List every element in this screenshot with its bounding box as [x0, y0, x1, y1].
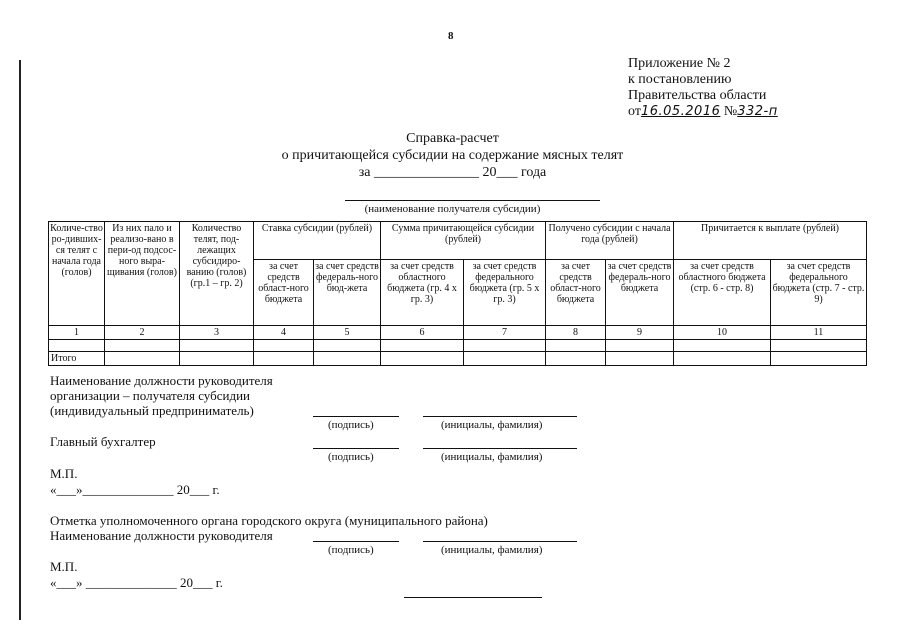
- initials-line: [423, 416, 577, 417]
- col-number: 1: [49, 326, 105, 340]
- empty-cell: [546, 352, 606, 366]
- subheader-col8: за счет средств област-ного бюджета: [546, 260, 606, 326]
- date-line: «___»______________ 20___ г.: [50, 482, 220, 497]
- chief-accountant-label: Главный бухгалтер: [50, 434, 156, 449]
- empty-cell: [546, 340, 606, 352]
- stamp-label: М.П.: [50, 466, 78, 481]
- signature-line: [313, 541, 399, 542]
- header-due: Причитается к выплате (рублей): [674, 222, 867, 260]
- col-number: 6: [381, 326, 464, 340]
- empty-cell: [49, 340, 105, 352]
- empty-cell: [674, 352, 771, 366]
- handwritten-number: 332-п: [737, 104, 778, 119]
- page-number: 8: [448, 30, 454, 42]
- doc-title: Справка-расчет: [406, 131, 499, 146]
- col-number: 4: [254, 326, 314, 340]
- closing-line: [404, 597, 542, 598]
- date-line: «___» ______________ 20___ г.: [50, 575, 223, 590]
- subheader-col11: за счет средств федерального бюджета (стр. 7 - стр. 9): [771, 260, 867, 326]
- col-number: 11: [771, 326, 867, 340]
- col-number: 3: [180, 326, 254, 340]
- signature-caption: (подпись): [328, 544, 374, 556]
- empty-cell: [464, 340, 546, 352]
- empty-cell: [674, 340, 771, 352]
- empty-cell: [606, 340, 674, 352]
- appendix-block: [628, 56, 778, 120]
- header-col2: Из них пало и реализо-вано в пери-од подсос-ного выра-щивания (голов): [105, 222, 180, 326]
- empty-cell: [771, 340, 867, 352]
- appendix-line2: к постановлению: [628, 72, 732, 87]
- head-title-line2: организации – получателя субсидии: [50, 388, 251, 403]
- header-rate: Ставка субсидии (рублей): [254, 222, 381, 260]
- initials-caption: (инициалы, фамилия): [441, 451, 543, 463]
- empty-cell: [254, 340, 314, 352]
- appendix-line1: Приложение № 2: [628, 56, 731, 71]
- subheader-col5: за счет средств федераль-ного бюд-жета: [314, 260, 381, 326]
- empty-cell: [314, 352, 381, 366]
- appendix-line3: Правительства области: [628, 88, 767, 103]
- subheader-col9: за счет средств федераль-ного бюджета: [606, 260, 674, 326]
- subheader-col10: за счет средств областного бюджета (стр. 6 - стр. 8): [674, 260, 771, 326]
- recipient-caption: (наименование получателя субсидии): [364, 203, 541, 215]
- signature-line: [313, 448, 399, 449]
- appendix-date-line: [628, 104, 778, 120]
- header-sum: Сумма причитающейся субсидии (рублей): [381, 222, 546, 260]
- doc-period: за _______________ 20___ года: [358, 165, 547, 180]
- signature-line: [313, 416, 399, 417]
- col-number: 5: [314, 326, 381, 340]
- col-number: 10: [674, 326, 771, 340]
- col-number: 9: [606, 326, 674, 340]
- subheader-col6: за счет средств областного бюджета (гр. 4 х гр. 3): [381, 260, 464, 326]
- subsidy-table: [48, 221, 867, 366]
- handwritten-date: 16.05.2016: [640, 104, 721, 119]
- doc-subtitle: о причитающейся субсидии на содержание мясных телят: [281, 148, 624, 163]
- col-number: 7: [464, 326, 546, 340]
- signature-caption: (подпись): [328, 451, 374, 463]
- authority-note: Отметка уполномоченного органа городского округа (муниципального района): [50, 513, 488, 528]
- empty-cell: [105, 340, 180, 352]
- header-received: Получено субсидии с начала года (рублей): [546, 222, 674, 260]
- empty-cell: [381, 340, 464, 352]
- header-col3: Количество телят, под-лежащих субсидиро-ванию (голов) (гр.1 – гр. 2): [180, 222, 254, 326]
- head-title-line1: Наименование должности руководителя: [50, 373, 273, 388]
- initials-line: [423, 448, 577, 449]
- subheader-col7: за счет средств федерального бюджета (гр. 5 х гр. 3): [464, 260, 546, 326]
- empty-cell: [314, 340, 381, 352]
- head-title-line3: (индивидуальный предприниматель): [50, 403, 254, 418]
- header-col1: Количе-ство ро-дивших-ся телят с начала года (голов): [49, 222, 105, 326]
- signature-caption: (подпись): [328, 419, 374, 431]
- empty-cell: [254, 352, 314, 366]
- col-number: 2: [105, 326, 180, 340]
- empty-cell: [606, 352, 674, 366]
- col-number: 8: [546, 326, 606, 340]
- initials-caption: (инициалы, фамилия): [441, 419, 543, 431]
- initials-caption: (инициалы, фамилия): [441, 544, 543, 556]
- empty-cell: [105, 352, 180, 366]
- empty-cell: [180, 340, 254, 352]
- authority-head-title: Наименование должности руководителя: [50, 528, 273, 543]
- empty-cell: [381, 352, 464, 366]
- recipient-line: [345, 200, 600, 201]
- number-prefix: №: [723, 104, 738, 119]
- subheader-col4: за счет средств област-ного бюджета: [254, 260, 314, 326]
- stamp-label: М.П.: [50, 559, 78, 574]
- empty-cell: [771, 352, 867, 366]
- total-label: Итого: [49, 352, 105, 366]
- empty-cell: [180, 352, 254, 366]
- empty-cell: [464, 352, 546, 366]
- date-prefix: от: [628, 104, 641, 119]
- initials-line: [423, 541, 577, 542]
